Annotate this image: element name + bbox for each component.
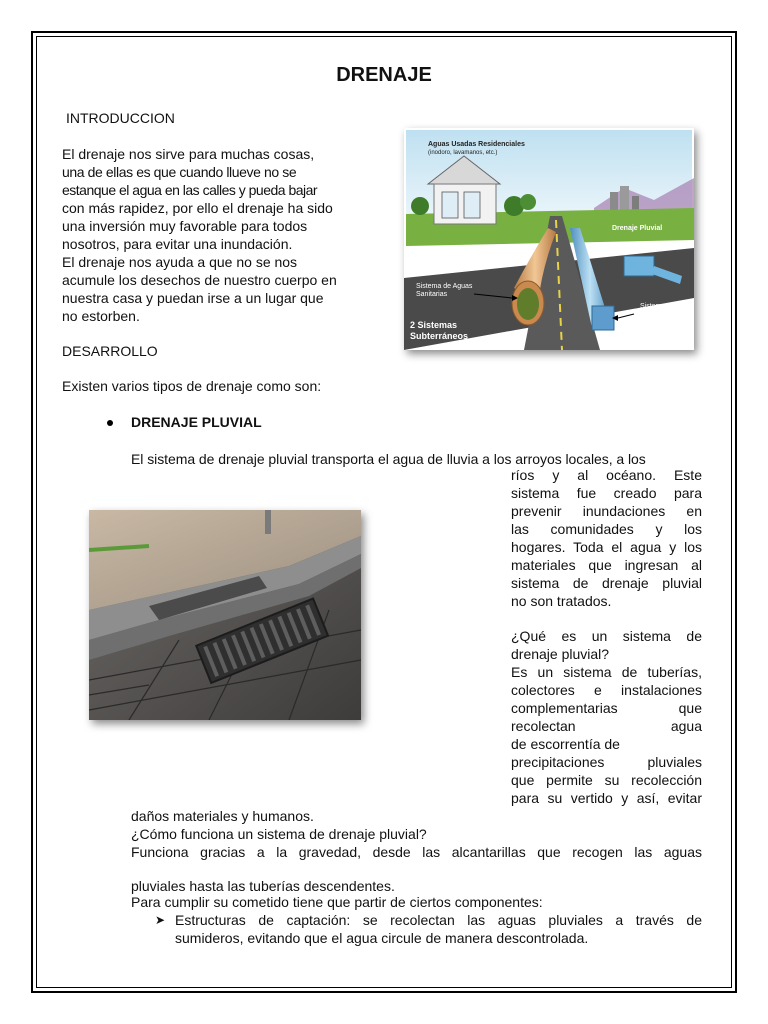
answer-line: que permite su recolección	[511, 772, 702, 788]
page-title: DRENAJE	[336, 64, 432, 86]
column-line: materiales que ingresan al	[511, 557, 702, 573]
intro-line: acumule los desechos de nuestro cuerpo en	[62, 272, 337, 288]
question-line: drenaje pluvial?	[511, 646, 610, 662]
answer-line: colectores e instalaciones	[511, 682, 702, 698]
label-rain-2: Aguas Pluviales	[634, 312, 684, 319]
column-line: no son tratados.	[511, 593, 612, 609]
bottom-line: Para cumplir su cometido tiene que partir de ciertos componentes:	[131, 894, 543, 910]
label-sanitary-1: Sistema de Aguas	[416, 283, 473, 290]
intro-line: una inversión muy favorable para todos	[62, 218, 308, 234]
intro-line: una de ellas es que cuando llueve no se	[62, 164, 297, 180]
label-residential-sub: (inodoro, lavamanos, etc.)	[428, 150, 498, 156]
intro-line: El drenaje nos ayuda a que no se nos	[62, 254, 298, 270]
label-two-systems-1: 2 Sistemas	[410, 320, 458, 330]
answer-line: Es un sistema de tuberías,	[511, 664, 702, 680]
intro-heading: INTRODUCCION	[66, 110, 175, 126]
bottom-line: pluviales hasta las tuberías descendentes.	[131, 878, 395, 894]
label-sanitary-2: Sanitarias	[416, 291, 448, 298]
answer-line: para su vertido y así, evitar	[511, 790, 702, 806]
answer-line: precipitaciones pluviales	[511, 754, 702, 770]
column-line: sistema de drenaje pluvial	[511, 575, 702, 591]
column-line: hogares. Toda el agua y los	[511, 539, 702, 555]
arrow-item-line: Estructuras de captación: se recolectan las aguas pluviales a través de	[175, 912, 702, 928]
column-line: las comunidades y los	[511, 521, 702, 537]
intro-line: nosotros, para evitar una inundación.	[62, 236, 293, 252]
arrow-bullet-icon: ➤	[155, 913, 166, 927]
bottom-line: ¿Cómo funciona un sistema de drenaje pluvial?	[131, 826, 427, 842]
arrow-item-line: sumideros, evitando que el agua circule de manera descontrolada.	[175, 930, 589, 946]
column-line: ríos y al océano. Este	[511, 467, 702, 483]
intro-line: El drenaje nos sirve para muchas cosas,	[62, 146, 315, 162]
column-line: prevenir inundaciones en	[511, 503, 702, 519]
development-heading: DESARROLLO	[62, 343, 158, 359]
answer-line: de escorrentía de	[511, 736, 620, 752]
bullet-heading: DRENAJE PLUVIAL	[131, 414, 262, 430]
bottom-line: Funciona gracias a la gravedad, desde las alcantarillas que recogen las aguas	[131, 844, 702, 860]
column-line: sistema fue creado para	[511, 485, 702, 501]
intro-line: nuestra casa y puedan irse a un lugar que	[62, 290, 324, 306]
intro-line: no estorben.	[62, 308, 140, 324]
bullet-dot	[107, 420, 113, 426]
intro-line: con más rapidez, por ello el drenaje ha sido	[62, 200, 333, 216]
label-rain-1: Sistema de	[640, 303, 676, 310]
storm-drain-photo	[89, 510, 361, 720]
pluvial-first-line: El sistema de drenaje pluvial transporta el agua de lluvia a los arroyos locales, a los	[131, 451, 646, 467]
drainage-systems-illustration	[404, 128, 694, 350]
question-line: ¿Qué es un sistema de	[511, 628, 702, 644]
answer-line: recolectan agua	[511, 718, 702, 734]
label-two-systems-2: Subterráneos	[410, 331, 469, 341]
label-pluvial: Drenaje Pluvial	[612, 225, 663, 232]
types-intro: Existen varios tipos de drenaje como son:	[62, 378, 322, 394]
intro-line: estanque el agua en las calles y pueda bajar	[62, 182, 318, 198]
label-residential: Aguas Usadas Residenciales	[428, 141, 525, 148]
answer-line: complementarias que	[511, 700, 702, 716]
bottom-line: daños materiales y humanos.	[131, 808, 314, 824]
